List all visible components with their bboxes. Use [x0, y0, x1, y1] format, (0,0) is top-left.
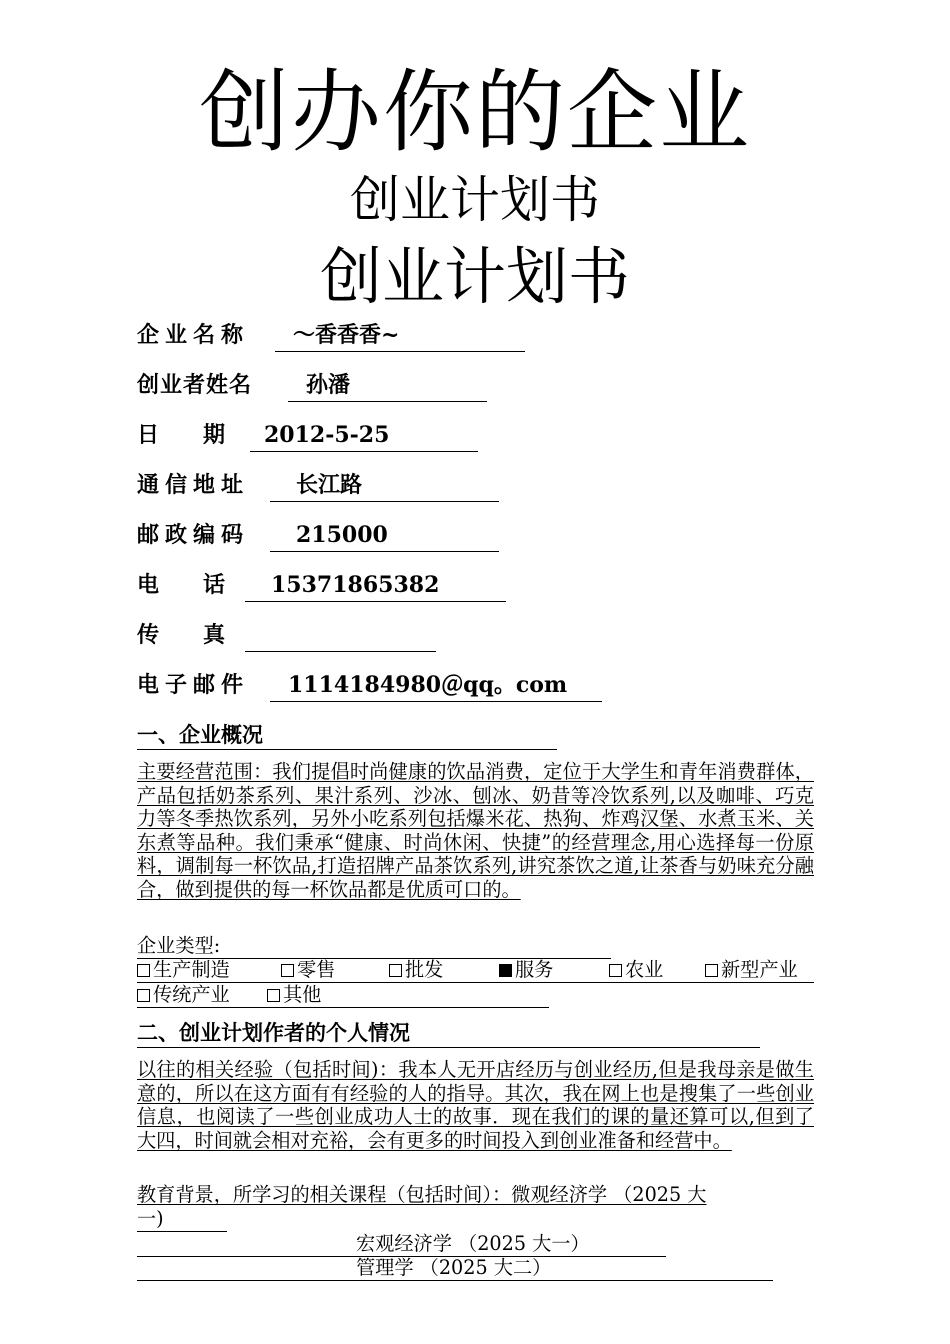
field-label: 电 话: [137, 572, 226, 598]
field-value: 215000: [270, 520, 499, 552]
field-label: 企业名称: [137, 322, 250, 348]
education-line: 教育背景，所学习的相关课程（包括时间）：微观经济学 （2025 大: [137, 1183, 707, 1206]
checked-box-icon: [499, 964, 512, 977]
field-label: 邮政编码: [137, 522, 250, 548]
option-service[interactable]: 服务: [499, 958, 609, 982]
field-value: 孙潘: [288, 370, 487, 402]
option-traditional-industry[interactable]: 传统产业: [137, 983, 267, 1007]
education-line-continued: 一): [137, 1207, 227, 1232]
option-retail[interactable]: 零售: [281, 958, 389, 982]
document-title: 创办你的企业: [199, 60, 751, 165]
field-value: ～香香香~: [275, 320, 525, 352]
field-label: 创业者姓名: [137, 372, 253, 398]
section-heading-overview: 一、企业概况: [137, 721, 557, 750]
field-value: 15371865382: [245, 570, 506, 602]
option-wholesale[interactable]: 批发: [389, 958, 499, 982]
field-date: [137, 420, 390, 450]
field-label: 传 真: [137, 622, 226, 648]
field-label: 日 期: [137, 422, 226, 448]
field-value: 1114184980＠qq。com: [270, 670, 602, 702]
field-address: [137, 470, 363, 500]
option-manufacturing[interactable]: 生产制造: [137, 958, 281, 982]
checkbox-icon: [389, 964, 402, 977]
document-subtitle-large: 创业计划书: [319, 240, 630, 313]
course-item: 宏观经济学 （2025 大一）: [137, 1232, 666, 1257]
field-fax: [137, 620, 225, 650]
option-other[interactable]: 其他: [267, 983, 321, 1007]
field-postcode: [137, 520, 388, 550]
field-value: 2012-5-25: [250, 420, 478, 452]
document-subtitle: 创业计划书: [350, 171, 600, 229]
field-value: [245, 620, 436, 652]
field-phone: [137, 570, 440, 600]
option-emerging-industry[interactable]: 新型产业: [705, 958, 798, 982]
field-company-name: [137, 320, 400, 350]
experience-paragraph: 以往的相关经验（包括时间)：我本人无开店经历与创业经历,但是我母亲是做生意的，所以在这方面有有经验的人的指导。其次，我在网上也是搜集了一些创业信息，也阅读了一些创业成功人士的故事．现在我们的课的量还算可以,但到了大四，时间就会相对充裕，会有更多的时间投入到创业准备和经营中。: [137, 1058, 814, 1152]
business-type-options-row1: [137, 958, 814, 983]
field-value: 长江路: [270, 470, 499, 502]
business-type-label: 企业类型:: [137, 934, 611, 959]
checkbox-icon: [281, 964, 294, 977]
option-agriculture[interactable]: 农业: [609, 958, 705, 982]
field-label: 通信地址: [137, 472, 250, 498]
field-email: [137, 670, 568, 700]
section-heading-author: 二、创业计划作者的个人情况: [137, 1019, 760, 1048]
business-scope-paragraph: 主要经营范围：我们提倡时尚健康的饮品消费，定位于大学生和青年消费群体，产品包括奶茶系列、果汁系列、沙冰、刨冰、奶昔等冷饮系列,以及咖啡、巧克力等冬季热饮系列，另外小吃系列包括爆米花、热狗、炸鸡汉堡、水煮玉米、关东煮等品种。我们秉承“健康、时尚休闲、快捷”的经营理念,用心选择每一份原料，调制每一杯饮品,打造招牌产品茶饮系列,讲究茶饮之道,让茶香与奶味充分融合，做到提供的每一杯饮品都是优质可口的。: [137, 760, 814, 901]
business-type-options-row2: [137, 983, 549, 1008]
course-item: 管理学 （2025 大二）: [137, 1256, 773, 1281]
checkbox-icon: [705, 964, 718, 977]
field-label: 电子邮件: [137, 672, 250, 698]
checkbox-icon: [609, 964, 622, 977]
field-founder-name: [137, 370, 351, 400]
checkbox-icon: [137, 989, 150, 1002]
checkbox-icon: [137, 964, 150, 977]
checkbox-icon: [267, 989, 280, 1002]
